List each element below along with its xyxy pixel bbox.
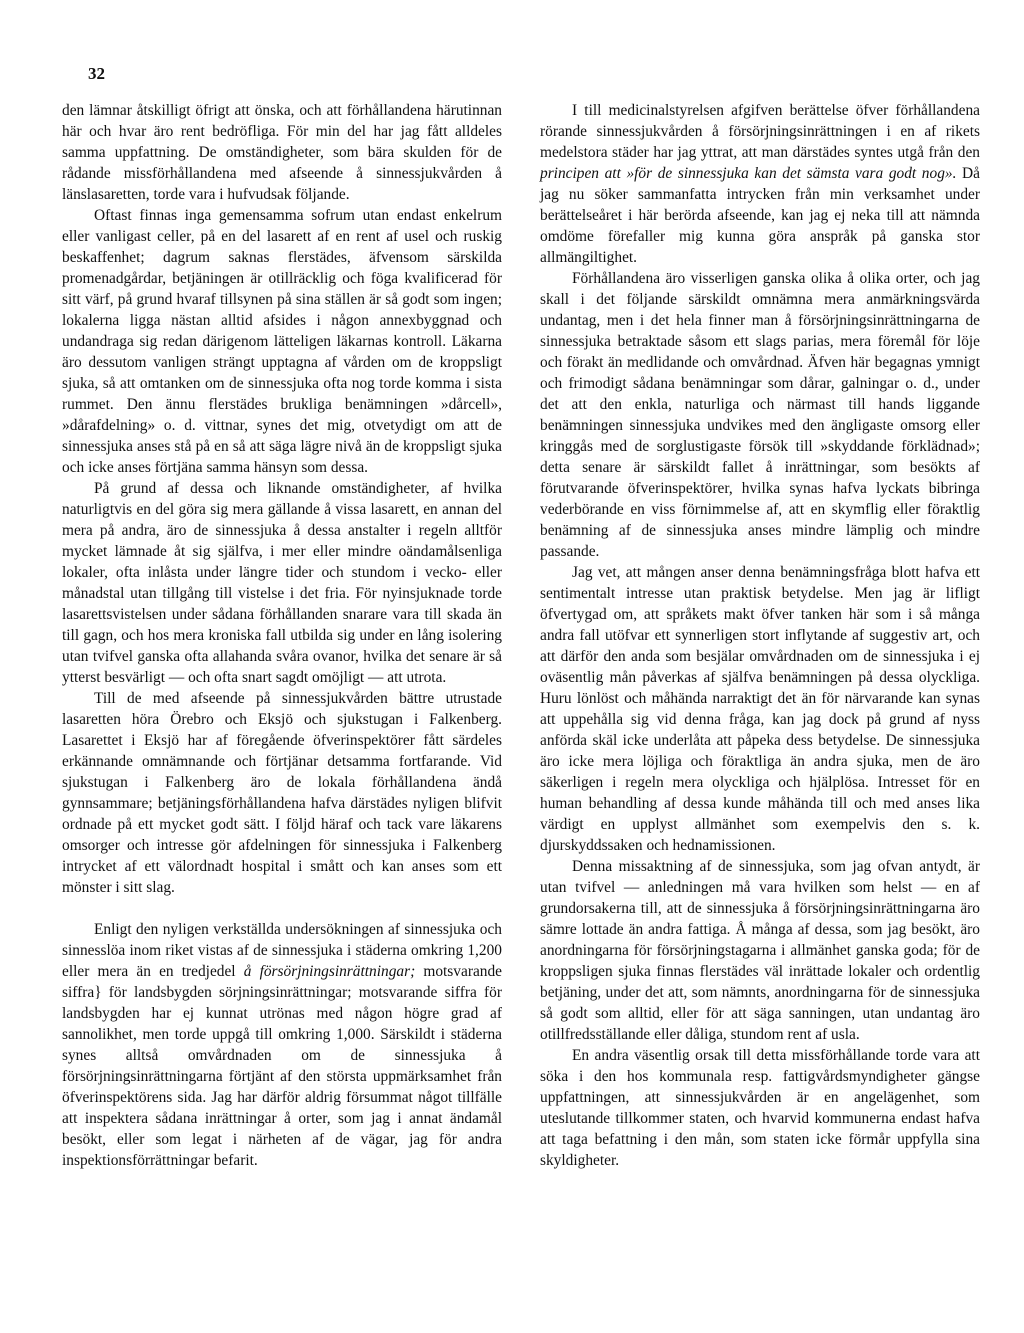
page-number: 32 [88, 64, 105, 83]
paragraph-text: motsvarande siffra} för landsbygden sörjningsinrättningar; motsvarande siffra för landsbygden har ej kunnat utrönas med någon högre grad af sannolikhet, men torde uppgå till omkring 1,000. Särskildt i städerna synes alltså omvårdnaden om de sinnessjuka å försörjningsinrättningarna förtjänt af den största uppmärksamhet från öfverinspektörens sida. Jag har därför aldrig försummat något tillfälle att inspektera sådana inrättningar å orter, som jag i annat ändamål besökt, eller som legat i närheten af de vägar, jag för andra inspektionsförrättningar befarit. [62, 963, 503, 1169]
paragraph: den lämnar åtskilligt öfrigt att önska, och att förhållandena härutinnan här och hvar äro rent bedröfliga. För min del har jag fått alldeles samma uppfattning. De omständigheter, som bära skulden för de rådande missförhållandena med afseende å sinnessjukvården å länslasaretten, torde vara i hufvudsak följande. [62, 102, 502, 203]
paragraph [62, 919, 502, 1171]
paragraph: En andra väsentlig orsak till detta missförhållande torde vara att söka i den hos kommunala resp. fattigvårdsmyndigheter gängse uppfattningen, att sinnessjukvården är en angelägenhet, som uteslutande tillkommer staten, och hvarvid kommunerna endast hafva att taga befattning i den mån, som staten icke förmår uppfylla sina skyldigheter. [540, 1047, 980, 1169]
paragraph-text: Då jag nu söker sammanfatta intrycken från min verksamhet under berättelseåret i här berörda afseende, kan jag ej neka till att nämnda omdöme förefaller mig kunna göra anspråk på ganska stor allmängiltighet. [540, 165, 981, 266]
paragraph-text: I till medicinalstyrelsen afgifven berättelse öfver förhållandena rörande sinnessjukvården å försörjningsinrättningen i en af rikets medelstora städer har jag yttrat, att man därstädes syntes utgå från den [540, 102, 980, 161]
paragraph: På grund af dessa och liknande omständigheter, af hvilka naturligtvis en del göra sig mera gällande å vissa lasarett, en annan del mera på andra, äro de sinnessjuka å dessa anstalter i regeln alltför mycket lämnade åt sig själfva, i mer eller mindre oändamålsenliga lokaler, ofta inlåsta under längre tider och stundom i vecko- eller månadstal utan tillgång till vistelse i det fria. För nyinsjuknade torde lasarettsvistelsen under sådana förhållanden snarare vara till skada än till gagn, och hos mera kroniska fall utbilda sig under en lång isolering utan tvifvel ganska ofta allahanda svåra ovanor, hvilka det senare är så ytterst besvärligt — och ofta snart sagdt omöjligt — att utrota. [62, 480, 502, 686]
paragraph: Jag vet, att mången anser denna benämningsfråga blott hafva ett sentimentalt intresse utan praktisk betydelse. Men jag är lifligt öfvertygad om, att språkets makt öfver tanken här som i så många andra fall utöfvar ett synnerligen stort inflytande af suggestiv art, och att därför den anda som besjälar omvårdnaden om de sinnessjuka i ej oväsentlig mån påverkas af själfva benämningen på dessa olyckliga. Huru lönlöst och måhända narraktigt det än för närvarande kan synas att uppehålla sig vid denna fråga, kan jag dock på grund af nyss anförda skäl icke underlåta att påpeka dess betydelse. De sinnessjuka äro icke mera löjliga och föraktliga än andra sjuka, men de äro säkerligen i regeln mera olyckliga och hjälplösa. Intresset för en human behandling af dessa kunde måhända till och med anses lika värdigt en upplyst allmänhet som exempelvis den s. k. djurskyddssaken och hednamissionen. [540, 564, 980, 854]
paragraph: Förhållandena äro visserligen ganska olika å olika orter, och jag skall i det följande särskildt omnämna mera anmärkningsvärda undantag, men i det hela finner man å försörjningsinrättningarna de sinnessjuka betraktade såsom ett slags parias, mera föremål för löje och förakt än medlidande och omvårdnad. Äfven här begagnas ymnigt och frimodigt sådana benämningar som dårar, galningar o. d., under det att den enkla, naturliga och närmast till hands liggande benämningen sinnessjuka undvikes med den ängligaste omsorg eller kringgås med de sorglustigaste försök till »skyddande förklädnad»; detta senare är särskildt fallet å inrättningar, som besökts af förutvarande öfverinspektörer, hvilka synas hafva lyckats bibringa vederbörande en viss förnimmelse af, att en skymflig eller föraktlig benämning af de sinnessjuka anses mindre lämplig och mindre passande. [540, 270, 980, 560]
paragraph-emphasis: å försörjningsinrättningar; [243, 963, 416, 980]
right-column [540, 100, 980, 1171]
left-column [62, 100, 502, 1171]
paragraph: Denna missaktning af de sinnessjuka, som jag ofvan antydt, är utan tvifvel — anledningen må vara hvilken som helst — en af grundorsakerna till, att de sinnessjuka å försörjningsinrättningarna äro sämre lottade än andra fattiga. Å många af dessa, som jag besökt, äro anordningarna för försörjningstagarna i allmänhet ganska goda; för de kroppsligen sjuka finnas flerstädes väl inrättade lokaler och ordentlig betjäning, under det att, som nämnts, anordningarna för de sinnessjuka så godt som alltid, eller för att säga sanningen, utan undantag äro otillfredsställande eller dåliga, stundom rent af usla. [540, 858, 980, 1043]
paragraph-emphasis: principen att »för de sinnessjuka kan det sämsta vara godt nog». [540, 165, 957, 182]
paragraph: Till de med afseende på sinnessjukvården bättre utrustade lasaretten höra Örebro och Eksjö och sjukstugan i Falkenberg. Lasarettet i Eksjö har af föregående öfverinspektörer fått särdeles erkännande omnämnande och förtjänar detsamma fortfarande. Vid sjukstugan i Falkenberg äro de lokala förhållandena ändå gynnsammare; betjäningsförhållandena hafva därstädes nyligen blifvit ordnade på ett mycket godt sätt. I följd häraf och tack vare läkarens omsorger och intresse gör afdelningen för sinnessjuka i Falkenberg intrycket af ett välordnadt hospital i smått och kan anses som ett mönster i sitt slag. [62, 690, 502, 896]
paragraph [540, 100, 980, 268]
paragraph: Oftast finnas inga gemensamma sofrum utan endast enkelrum eller vanligast celler, på en del lasarett af en rent af usel och ruskig beskaffenhet; dagrum saknas flerstädes, äfvensom särskilda promenadgårdar, betjäningen är otillräcklig och föga kvalificerad för sitt värf, på grund hvaraf tillsynen på sina ställen är så godt som ingen; lokalerna ligga nästan alltid afsides i någon annexbyggnad och undandraga sig redan därigenom lätteligen läkarnas kontroll. Läkarna äro dessutom vanligen strängt upptagna af vården om de kroppsligt sjuka, så att omtanken om de sinnessjuka ofta nog torde komma i sista rummet. Den ännu flerstädes brukliga benämningen »dårcell», »dårafdelning» o. d. vittnar, synes det mig, otvetydigt om att de sinnessjuka anses stå på en så att säga lägre nivå än de kroppsligt sjuka och icke anses förtjäna samma hänsyn som dessa. [62, 207, 502, 476]
paragraph-text: Enligt den nyligen verkställda undersökningen af sinnessjuka och sinnesslöa inom riket vistas af de sinnessjuka i städerna omkring 1,200 eller mera än en tredjedel [62, 921, 502, 980]
